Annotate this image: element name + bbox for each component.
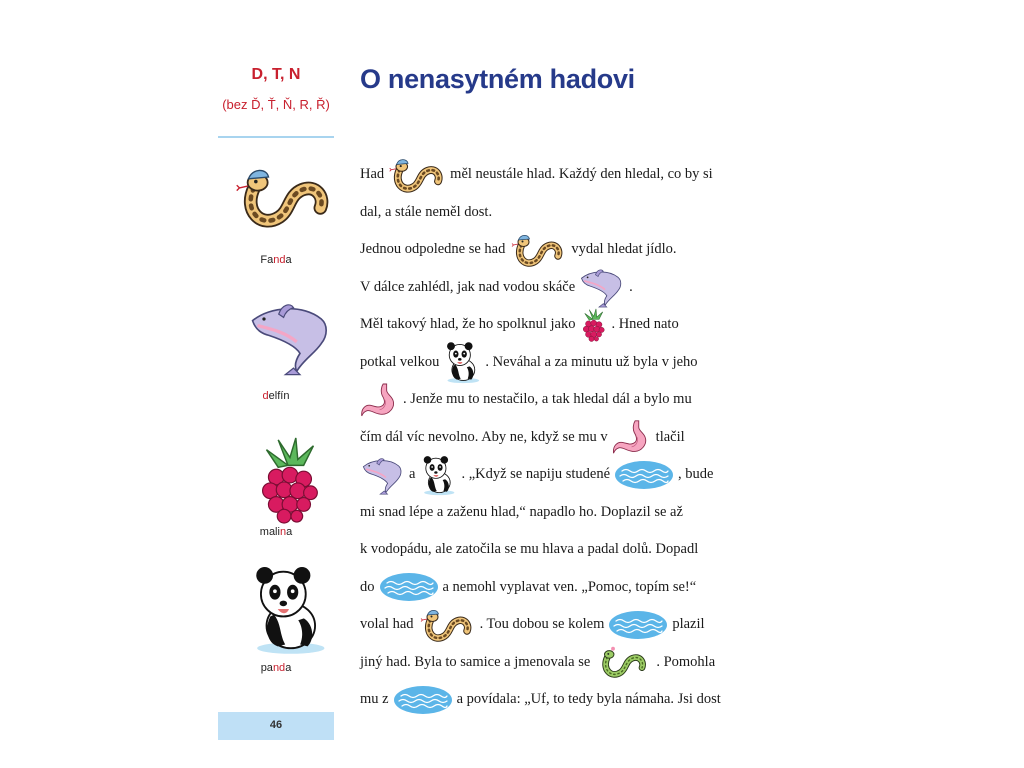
story-text-segment: a nemohl vyplavat ven. „Pomoc, topím se!“ <box>442 578 697 595</box>
story-text-segment: V dálce zahlédl, jak nad vodou skáče <box>360 278 576 295</box>
snake-icon <box>508 230 568 270</box>
story-line <box>360 531 760 569</box>
story-text-segment: Had <box>360 166 385 183</box>
raspberry-icon <box>248 436 328 524</box>
story-text-segment: jiný had. Byla to samice a jmenovala se <box>360 653 591 670</box>
story-text-segment: Měl takový hlad, že ho spolknul jako <box>360 316 576 333</box>
story-text-segment: mu z <box>360 691 389 708</box>
story-line <box>360 569 760 607</box>
story-text-segment: Jednou odpoledne se had <box>360 241 506 258</box>
water-icon <box>378 572 440 602</box>
story-text-segment: do <box>360 578 375 595</box>
panda-icon <box>418 454 458 496</box>
story-text-segment: dal, a stále neměl dost. <box>360 203 493 220</box>
story-text-segment: . Neváhal a za minutu už byla v jeho <box>485 353 698 370</box>
story-text-segment: a povídala: „Uf, to tedy byla námaha. Jsi dost <box>456 691 721 708</box>
story-text-segment: k vodopádu, ale zatočila se mu hlava a padal dolů. Dopadl <box>360 541 699 558</box>
story-text-segment: mi snad lépe a zaženu hlad,“ napadlo ho. Doplazil se až <box>360 503 683 520</box>
dolphin-icon <box>360 454 406 496</box>
caption-panda: panda <box>260 662 292 674</box>
water-icon <box>607 610 669 640</box>
dolphin-icon <box>578 265 626 309</box>
story-line <box>360 381 760 419</box>
snake-icon <box>387 154 447 196</box>
stomach-icon <box>611 419 653 455</box>
story-line <box>360 606 760 644</box>
story-text-segment: a <box>409 466 416 483</box>
story-text-segment: potkal velkou <box>360 353 440 370</box>
story-text-segment: plazil <box>672 616 705 633</box>
story-text-segment: . Pomohla <box>656 653 716 670</box>
story-line <box>360 644 760 682</box>
story-text-segment: vydal hledat jídlo. <box>571 241 677 258</box>
snake-icon <box>234 152 334 242</box>
story-line <box>360 456 760 494</box>
panda-icon <box>442 340 482 384</box>
page-title: O nenasytném hadovi <box>360 64 635 94</box>
story-line <box>360 681 760 719</box>
green-snake-icon <box>593 643 653 681</box>
panda-icon <box>246 562 330 656</box>
story-text-segment: . <box>629 278 633 295</box>
page-number: 46 <box>269 719 283 731</box>
story-text <box>360 156 760 719</box>
water-icon <box>613 460 675 490</box>
story-text-segment: . Jenže mu to nestačilo, a tak hledal dál a bylo mu <box>403 391 692 408</box>
section-letters-heading: D, T, N <box>251 66 301 83</box>
story-line <box>360 269 760 307</box>
story-text-segment: tlačil <box>655 428 685 445</box>
story-line <box>360 306 760 344</box>
water-icon <box>392 685 454 715</box>
caption-malina: malina <box>259 526 293 538</box>
story-text-segment: měl neustále hlad. Každý den hledal, co by si <box>450 166 713 183</box>
caption-delfin: delfín <box>262 390 290 402</box>
story-text-segment: čím dál víc nevolno. Aby ne, když se mu v <box>360 428 608 445</box>
story-text-segment: . Tou dobou se kolem <box>479 616 605 633</box>
snake-icon <box>417 605 477 645</box>
story-line <box>360 231 760 269</box>
story-line <box>360 194 760 232</box>
story-line <box>360 344 760 382</box>
caption-fanda: Fanda <box>260 254 292 266</box>
stomach-icon <box>360 382 400 418</box>
story-text-segment: , bude <box>678 466 714 483</box>
story-line <box>360 156 760 194</box>
dolphin-icon <box>246 288 336 386</box>
story-text-segment: volal had <box>360 616 414 633</box>
sidebar-separator <box>218 136 334 138</box>
story-line <box>360 419 760 457</box>
section-letters-subheading: (bez Ď, Ť, Ň, R, Ř) <box>222 97 330 112</box>
story-text-segment: . „Když se napiju studené <box>461 466 611 483</box>
story-text-segment: . Hned nato <box>611 316 679 333</box>
story-line <box>360 494 760 532</box>
raspberry-icon <box>578 307 608 343</box>
